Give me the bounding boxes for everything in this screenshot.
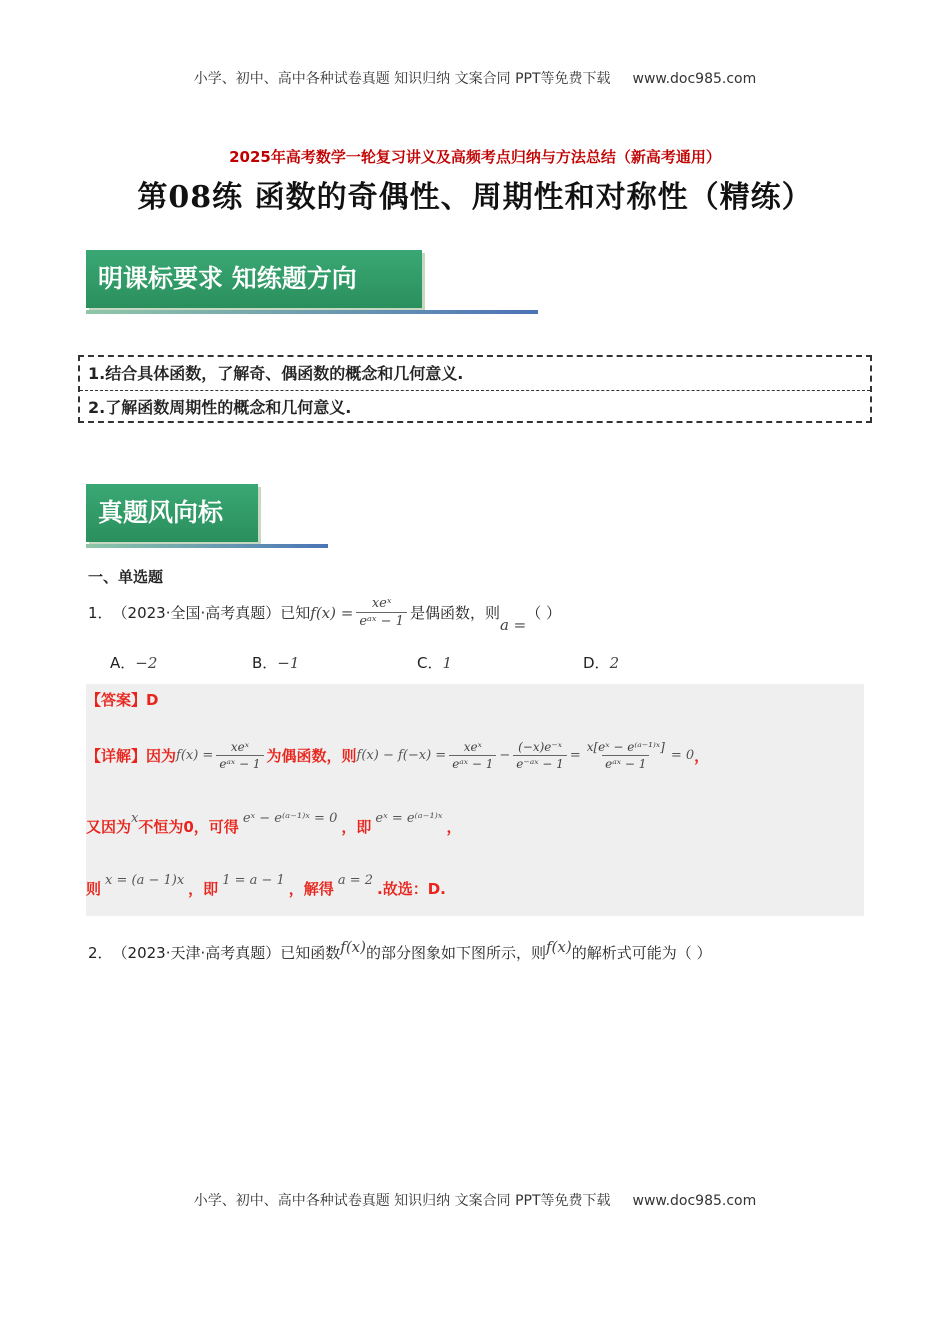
footer-text: 小学、初中、高中各种试卷真题 知识归纳 文案合同 PPT等免费下载 bbox=[193, 1193, 611, 1209]
answer-line bbox=[86, 689, 158, 710]
detail-line-1: 【详解】因为 f(x) = $\frac{\text{xeˣ}}{\text{eᵃˣ − 1}}$ 为偶函数，则 f(x) − f(−x) = $\frac{\text{xeˣ}}{\text{eᵃˣ − 1}}$ − $\frac{\text{(−x)e⁻ˣ}}{\text{e⁻ᵃˣ − 1}}$ = $\frac{\text{x[eˣ − e⁽ᵃ⁻¹⁾ˣ]}}{\text{eᵃˣ − 1}}$ = 0 ， bbox=[86, 740, 710, 771]
section-heading: 一、单选题 bbox=[88, 568, 164, 586]
banner-real-exam: 真题风向标 bbox=[86, 484, 258, 542]
fraction: $\frac{\text{xeˣ}}{\text{eᵃˣ − 1}}$ bbox=[449, 740, 496, 771]
fraction-denominator: eᵃˣ − 1 bbox=[356, 612, 407, 629]
fraction-numerator: xeˣ bbox=[371, 596, 392, 611]
option-d[interactable]: D．2 bbox=[583, 654, 620, 672]
answer-value: D bbox=[146, 690, 159, 709]
banner-underline bbox=[86, 310, 538, 314]
fraction bbox=[356, 596, 407, 629]
question-source: （2023·天津·高考真题）已知函数 bbox=[112, 944, 341, 962]
function-expr: f(x) bbox=[340, 937, 366, 956]
answer-box bbox=[86, 684, 864, 916]
banner-underline bbox=[86, 544, 328, 548]
question-tail: 是偶函数，则 bbox=[409, 604, 500, 622]
page-title: 第08练 函数的奇偶性、周期性和对称性（精练） bbox=[137, 180, 813, 215]
question-source: （2023·全国·高考真题）已知 bbox=[112, 604, 311, 622]
page-footer bbox=[0, 1190, 950, 1210]
series-subtitle: 2025年高考数学一轮复习讲义及高频考点归纳与方法总结（新高考通用） bbox=[229, 148, 721, 166]
option-a[interactable]: A．−2 bbox=[110, 654, 158, 672]
footer-site[interactable]: www.doc985.com bbox=[632, 1193, 757, 1209]
objective-item: 1.结合具体函数，了解奇、偶函数的概念和几何意义. bbox=[88, 364, 464, 383]
question-number: 1． bbox=[88, 604, 113, 622]
question-2: 2． （2023·天津·高考真题）已知函数 f(x) 的部分图象如下图所示，则 f(x) 的解析式可能为（ ） bbox=[88, 937, 712, 962]
banner-curriculum: 明课标要求 知练题方向 bbox=[86, 250, 422, 308]
header-text: 小学、初中、高中各种试卷真题 知识归纳 文案合同 PPT等免费下载 bbox=[193, 71, 611, 87]
answer-blank: （ ） bbox=[526, 604, 562, 622]
answer-label: 【答案】 bbox=[86, 691, 147, 709]
objectives-box bbox=[78, 355, 872, 423]
detail-line-2: 又因为 x 不恒为0，可得 eˣ − e⁽ᵃ⁻¹⁾ˣ = 0 ，即 eˣ = e⁽ᵃ⁻¹⁾ˣ ， bbox=[86, 811, 462, 836]
detail-line-3: 则 x = (a − 1)x ，即 1 = a − 1 ，解得 a = 2 .故选：D. bbox=[86, 873, 446, 898]
option-c[interactable]: C．1 bbox=[417, 654, 453, 672]
objective-item: 2.了解函数周期性的概念和几何意义. bbox=[80, 390, 870, 423]
function-expr: f(x) bbox=[546, 937, 572, 956]
question-number: 2． bbox=[88, 944, 113, 962]
variable-a: a = bbox=[499, 615, 527, 634]
function-expr: f(x) = bbox=[310, 603, 354, 622]
fraction: $\frac{\text{x[eˣ − e⁽ᵃ⁻¹⁾ˣ]}}{\text{eᵃˣ − 1}}$ bbox=[586, 740, 665, 771]
question-1 bbox=[88, 596, 562, 634]
fraction: $\frac{\text{(−x)e⁻ˣ}}{\text{e⁻ᵃˣ − 1}}$ bbox=[513, 740, 567, 771]
header-site[interactable]: www.doc985.com bbox=[632, 71, 757, 87]
fraction: $\frac{\text{xeˣ}}{\text{eᵃˣ − 1}}$ bbox=[216, 740, 263, 771]
option-b[interactable]: B．−1 bbox=[252, 654, 300, 672]
page-header bbox=[0, 68, 950, 88]
